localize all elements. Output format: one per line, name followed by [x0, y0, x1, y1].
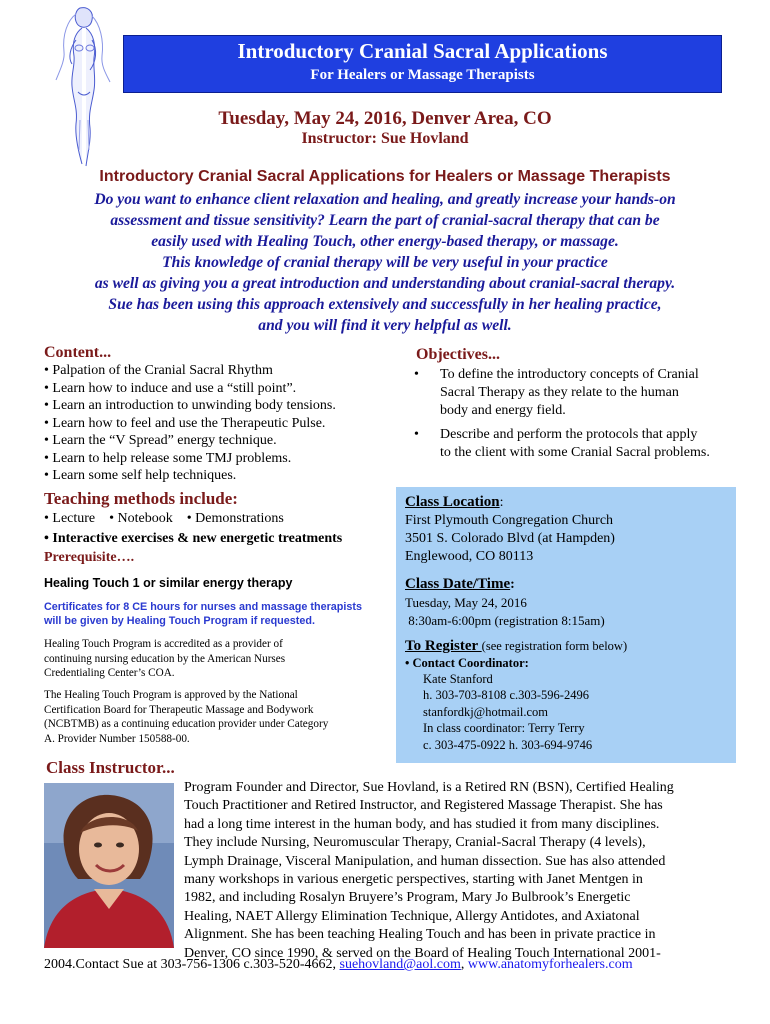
bio-line: Denver, CO since 1990, & served on the Board of Healing Touch International 2001- — [184, 945, 661, 961]
register-section — [405, 637, 627, 753]
objective-text: To define the introductory concepts of Cranial Sacral Therapy as they relate to the human body and energy field. — [440, 367, 699, 418]
contact-text: 2004.Contact Sue at 303-756-1306 c.303-520-4662, — [44, 957, 340, 972]
location-label: Class Location — [405, 494, 500, 510]
instructor-bio — [184, 779, 724, 963]
interactive-exercises: • Interactive exercises & new energetic treatments — [44, 531, 343, 546]
website-link[interactable]: www.anatomyforhealers.com — [467, 957, 633, 972]
location-colon: : — [499, 495, 504, 510]
datetime-label: Class Date/Time — [405, 576, 511, 592]
content-heading: Content... — [44, 344, 112, 361]
intro-line: Sue has been using this approach extensively and successfully in her healing practice, — [108, 296, 662, 313]
intro-line: assessment and tissue sensitivity? Learn the part of cranial-sacral therapy that can be — [110, 212, 660, 229]
list-item: • Palpation of the Cranial Sacral Rhythm — [44, 363, 273, 378]
header-banner — [123, 35, 722, 93]
teaching-heading: Teaching methods include: — [44, 489, 238, 508]
intro-line: Do you want to enhance client relaxation and healing, and greatly increase your hands-on — [94, 191, 676, 208]
coordinator-line: In class coordinator: Terry Terry — [423, 721, 585, 736]
accreditation-line: Credentialing Center’s COA. — [44, 667, 175, 679]
bullet-icon: • — [414, 427, 419, 442]
ncbtmb-note — [44, 688, 328, 746]
list-item: • Learn the “V Spread” energy technique. — [44, 433, 277, 448]
objective-item — [414, 366, 714, 422]
bio-line: Healing, NAET Allergy Elimination Technique, Allergy Antidotes, and Axiatonal — [184, 908, 640, 924]
bio-line: Alignment. She has been teaching Healing Touch and has been in private practice in — [184, 927, 656, 943]
intro-heading: Introductory Cranial Sacral Applications for Healers or Massage Therapists — [99, 168, 671, 185]
event-instructor-line: Instructor: Sue Hovland — [301, 130, 469, 147]
intro-line: as well as giving you a great introduction and understanding about cranial-sacral therapy. — [94, 275, 676, 292]
coordinator-details — [405, 671, 627, 753]
ncbtmb-line: The Healing Touch Program is approved by the National — [44, 689, 298, 701]
ncbtmb-line: A. Provider Number 150588-00. — [44, 732, 190, 745]
accreditation-line: continuing nursing education by the American Nurses — [44, 652, 286, 665]
coordinator-line: h. 303-703-8108 c.303-596-2496 — [423, 688, 589, 703]
instructor-photo — [44, 783, 174, 948]
ncbtmb-line: Certification Board for Therapeutic Massage and Bodywork — [44, 703, 314, 716]
intro-paragraph — [20, 189, 750, 336]
bullet-icon: • — [414, 367, 419, 382]
bio-line: They include Nursing, Neuromuscular Therapy, Cranial-Sacral Therapy (4 levels), — [184, 835, 646, 851]
datetime-line: 8:30am-6:00pm (registration 8:15am) — [405, 613, 605, 628]
certificates-line: will be given by Healing Touch Program if requested. — [44, 615, 315, 627]
list-item: • Learn to help release some TMJ problems. — [44, 450, 292, 466]
list-item: • Learn how to induce and use a “still point”. — [44, 380, 297, 396]
event-date-line: Tuesday, May 24, 2016, Denver Area, CO — [218, 108, 552, 129]
datetime-line: Tuesday, May 24, 2016 — [405, 595, 527, 610]
list-item: • Learn some self help techniques. — [44, 468, 237, 483]
datetime-section — [405, 575, 605, 630]
location-line: First Plymouth Congregation Church — [405, 513, 614, 528]
datetime-colon: : — [510, 577, 515, 592]
certificates-note — [44, 600, 362, 628]
instructor-heading: Class Instructor... — [46, 758, 175, 777]
certificates-line: Certificates for 8 CE hours for nurses and massage therapists — [44, 601, 363, 613]
objective-text: Describe and perform the protocols that apply to the client with some Cranial Sacral problems. — [440, 427, 710, 460]
intro-line: This knowledge of cranial therapy will be very useful in your practice — [162, 254, 608, 271]
content-list — [44, 362, 336, 485]
page-title: Introductory Cranial Sacral Applications — [237, 39, 608, 63]
intro-line: and you will find it very helpful as well. — [258, 317, 512, 334]
coordinator-line[interactable]: stanfordkj@hotmail.com — [423, 704, 549, 719]
objective-item — [414, 426, 714, 482]
page-subtitle: For Healers or Massage Therapists — [310, 67, 535, 83]
coordinator-label: • Contact Coordinator: — [405, 656, 529, 670]
prerequisite-heading: Prerequisite…. — [44, 550, 135, 565]
coordinator-line: Kate Stanford — [423, 672, 493, 686]
list-item: • Learn how to feel and use the Therapeutic Pulse. — [44, 415, 326, 431]
class-info-box — [396, 487, 736, 763]
bio-line: had a long time interest in the human body, and has studied it from many disciplines. — [184, 816, 660, 832]
register-note: (see registration form below) — [481, 639, 628, 653]
location-line: 3501 S. Colorado Blvd (at Hampden) — [405, 531, 615, 546]
bio-line: Program Founder and Director, Sue Hovland, is a Retired RN (BSN), Certified Healing — [184, 780, 674, 795]
contact-line — [44, 956, 633, 974]
objectives-heading: Objectives... — [416, 346, 500, 363]
bio-line: Lymph Drainage, Visceral Manipulation, and human dissection. Sue has also attended — [184, 853, 666, 869]
register-label[interactable]: To Register — [405, 638, 482, 654]
accreditation-line: Healing Touch Program is accredited as a provider of — [44, 638, 283, 650]
accreditation-note — [44, 637, 285, 681]
bio-line: 1982, and including Rosalyn Bruyere’s Program, Mary Jo Bulbrook’s Energetic — [184, 890, 631, 906]
bio-line: many workshops in various energetic perspectives, starting with Janet Mentgen in — [184, 872, 643, 888]
intro-line: easily used with Healing Touch, other energy-based therapy, or massage. — [151, 233, 619, 250]
prerequisite-text: Healing Touch 1 or similar energy therapy — [44, 576, 293, 590]
location-line: Englewood, CO 80113 — [405, 549, 534, 564]
ncbtmb-line: (NCBTMB) as a continuing education provider under Category — [44, 718, 329, 730]
teaching-methods: • Lecture • Notebook • Demonstrations — [44, 511, 284, 526]
link-separator: , — [460, 957, 468, 972]
bio-line: Touch Practitioner and Retired Instructor, and Registered Massage Therapist. She has — [184, 798, 663, 814]
list-item: • Learn an introduction to unwinding body tensions. — [44, 398, 336, 413]
coordinator-line: c. 303-475-0922 h. 303-694-9746 — [423, 737, 593, 752]
email-link[interactable]: suehovland@aol.com — [339, 957, 461, 972]
location-section — [405, 493, 615, 566]
